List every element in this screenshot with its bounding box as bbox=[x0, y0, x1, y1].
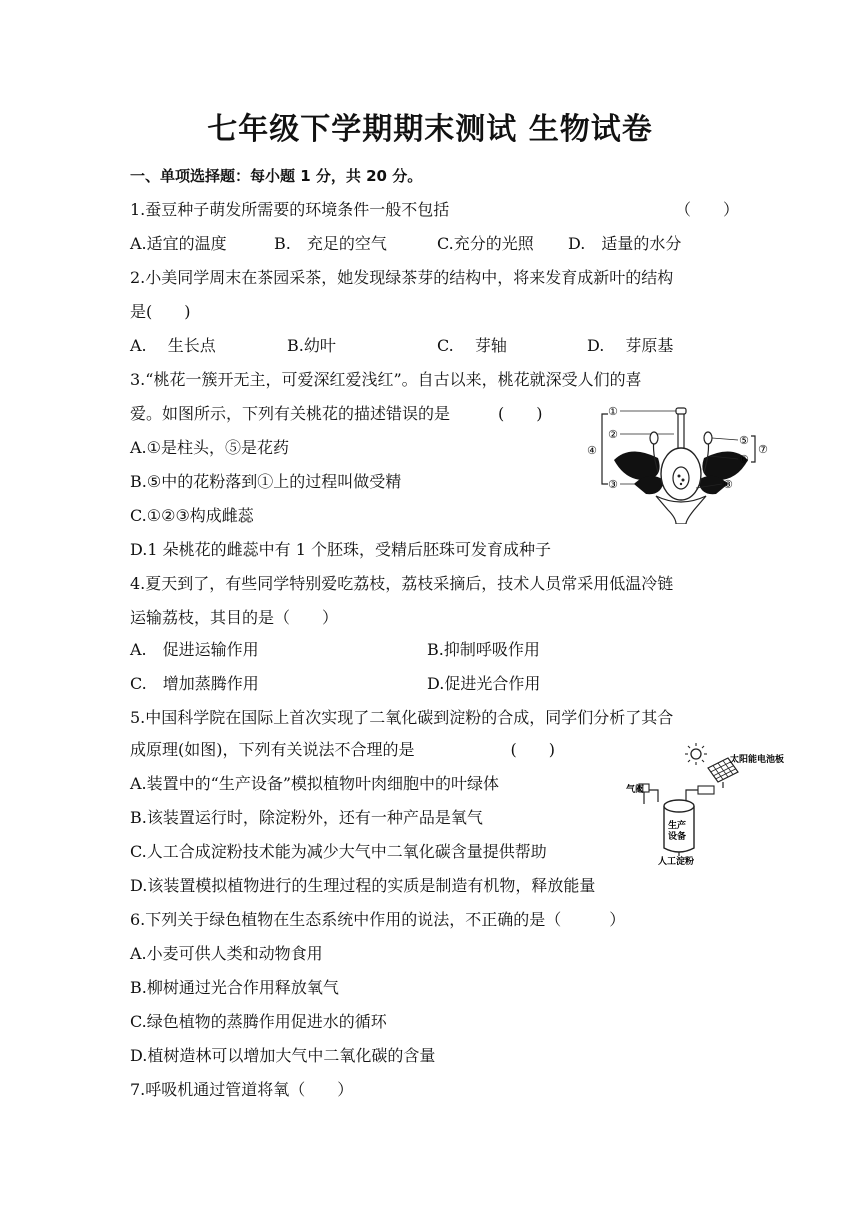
question-2-option-a: A. 生长点 bbox=[130, 336, 216, 355]
question-4-option-b: B.抑制呼吸作用 bbox=[427, 640, 540, 659]
question-5-option-b: B.该装置运行时，除淀粉外，还有一种产品是氧气 bbox=[130, 808, 483, 827]
question-3-option-a: A.①是柱头，⑤是花药 bbox=[130, 438, 289, 457]
question-6-option-c: C.绿色植物的蒸腾作用促进水的循环 bbox=[130, 1012, 387, 1031]
question-2-option-b: B.幼叶 bbox=[287, 336, 336, 355]
question-6-option-d: D.植树造林可以增加大气中二氧化碳的含量 bbox=[130, 1046, 436, 1065]
question-4-option-c: C. 增加蒸腾作用 bbox=[130, 674, 259, 693]
peach-flower-diagram bbox=[586, 400, 776, 524]
question-2-stem-line1: 2.小美同学周末在茶园采茶，她发现绿茶芽的结构中，将来发育成新叶的结构 bbox=[130, 268, 674, 287]
question-1-option-a: A.适宜的温度 bbox=[130, 234, 227, 253]
sun-icon bbox=[691, 749, 701, 759]
flower-label-4: ④ bbox=[587, 444, 597, 457]
flower-label-3: ③ bbox=[608, 478, 618, 491]
question-3-option-c: C.①②③构成雌蕊 bbox=[130, 506, 254, 525]
question-5-option-a: A.装置中的“生产设备”模拟植物叶肉细胞中的叶绿体 bbox=[130, 774, 500, 793]
starch-synthesis-diagram bbox=[624, 742, 800, 866]
battery-icon bbox=[698, 786, 714, 794]
question-6-stem: 6.下列关于绿色植物在生态系统中作用的说法，不正确的是（ ） bbox=[130, 910, 626, 929]
question-2-option-d: D. 芽原基 bbox=[587, 336, 674, 355]
device-label-line1: 生产 bbox=[668, 821, 687, 831]
solar-panel-label: 太阳能电池板 bbox=[730, 755, 785, 765]
device-label-line2: 设备 bbox=[668, 832, 687, 842]
question-5-stem-line2: 成原理(如图)，下列有关说法不合理的是 ( ) bbox=[130, 740, 555, 759]
question-1-option-d: D. 适量的水分 bbox=[568, 234, 682, 253]
flower-label-1: ① bbox=[608, 405, 618, 418]
question-4-option-d: D.促进光合作用 bbox=[427, 674, 541, 693]
question-3-option-b: B.⑤中的花粉落到①上的过程叫做受精 bbox=[130, 472, 402, 491]
question-3-stem-line2: 爱。如图所示，下列有关桃花的描述错误的是 ( ) bbox=[130, 404, 543, 423]
question-1-answer-blank: （ ） bbox=[675, 200, 740, 219]
question-5-stem-line1: 5.中国科学院在国际上首次实现了二氧化碳到淀粉的合成，同学们分析了其合 bbox=[130, 708, 674, 727]
output-label: 人工淀粉 bbox=[658, 857, 695, 866]
question-2-stem-line2: 是( ) bbox=[130, 302, 191, 321]
question-4-stem-line2: 运输荔枝，其目的是（ ） bbox=[130, 608, 339, 627]
question-4-stem-line1: 4.夏天到了，有些同学特别爱吃荔枝，荔枝采摘后，技术人员常采用低温冷链 bbox=[130, 574, 674, 593]
question-6-option-b: B.柳树通过光合作用释放氧气 bbox=[130, 978, 339, 997]
question-1-option-c: C.充分的光照 bbox=[437, 234, 534, 253]
flower-label-2: ② bbox=[608, 428, 618, 441]
flower-label-5: ⑤ bbox=[739, 434, 749, 447]
question-1-stem: 1.蚕豆种子萌发所需要的环境条件一般不包括 bbox=[130, 200, 450, 219]
question-5-option-d: D.该装置模拟植物进行的生理过程的实质是制造有机物，释放能量 bbox=[130, 876, 596, 895]
question-5-option-c: C.人工合成淀粉技术能为减少大气中二氧化碳含量提供帮助 bbox=[130, 842, 547, 861]
question-6-option-a: A.小麦可供人类和动物食用 bbox=[130, 944, 323, 963]
flower-label-7: ⑦ bbox=[758, 443, 768, 456]
flower-label-8: ⑧ bbox=[723, 478, 733, 491]
question-1-option-b: B. 充足的空气 bbox=[274, 234, 387, 253]
section-heading: 一、单项选择题：每小题 1 分，共 20 分。 bbox=[130, 167, 423, 185]
question-4-option-a: A. 促进运输作用 bbox=[130, 640, 259, 659]
valve-label: 气阀 bbox=[626, 785, 645, 795]
question-3-stem-line1: 3.“桃花一簇开无主，可爱深红爱浅红”。自古以来，桃花就深受人们的喜 bbox=[130, 370, 642, 389]
page-title: 七年级下学期期末测试 生物试卷 bbox=[207, 112, 653, 147]
question-7-stem: 7.呼吸机通过管道将氧（ ） bbox=[130, 1080, 354, 1099]
question-3-option-d: D.1 朵桃花的雌蕊中有 1 个胚珠，受精后胚珠可发育成种子 bbox=[130, 540, 551, 559]
flower-label-6: ⑥ bbox=[739, 453, 749, 466]
question-2-option-c: C. 芽轴 bbox=[437, 336, 507, 355]
